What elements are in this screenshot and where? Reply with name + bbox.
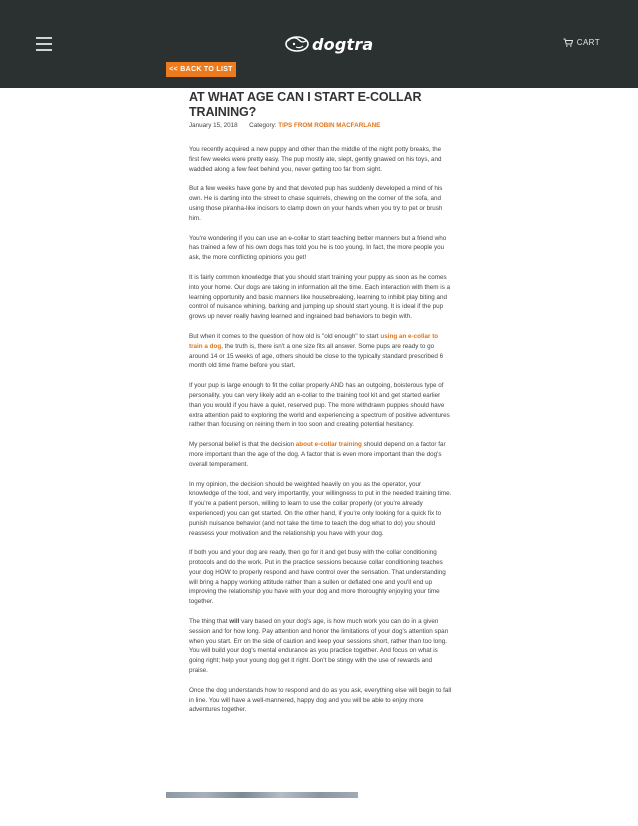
paragraph: You recently acquired a new puppy and other than the middle of the night potty breaks, the first few weeks were pretty easy. The pup mostly ate, slept, gently gnawed on his toys, and waddled along a few feet behind you, never getting too far from sight.	[189, 146, 442, 173]
paragraph: In my opinion, the decision should be weighted heavily on you as the operator, your knowledge of the tool, and very importantly, your willingness to put in the needed training time. If you're a patient person, willing to learn to use the collar properly (or you're already experienced) you can get started. On the other hand, if you're only looking for a quick fix to punish nuisance behavior (and not take the time to teach the dog what to do) you should reassess your motivation and the relationship you have with your dog.	[189, 480, 452, 537]
article-date: January 15, 2018	[189, 122, 238, 129]
top-navigation-bar	[0, 0, 638, 88]
dogtra-logo[interactable]	[284, 32, 373, 56]
article-image-partial	[166, 792, 358, 798]
article-meta	[189, 122, 452, 129]
category-link[interactable]: TIPS FROM ROBIN MACFARLANE	[278, 122, 381, 129]
cart-label: CART	[576, 38, 600, 47]
paragraph-text: But when it comes to the question of how old is "old enough" to start	[189, 332, 381, 340]
e-collar-training-link[interactable]: using an e-collar to train a dog	[189, 332, 439, 350]
article	[189, 90, 452, 725]
cart-button[interactable]	[563, 38, 600, 47]
paragraph: You're wondering if you can use an e-collar to start teaching better manners but a friend who has trained a few of his own dogs has told you he is too young. In fact, the more people you ask, the more conflicting opinions you get!	[189, 234, 447, 262]
paragraph-text: My personal belief is that the decision	[189, 441, 296, 449]
paragraph	[189, 440, 452, 469]
category-prefix: Category:	[249, 122, 277, 129]
paragraph-text: The thing that	[189, 618, 230, 626]
paragraph-text: vary based on your dog's age, is how much work you can do in a given session and for how long. Pay attention and honor the limitations of your dog's attention span when you start. Err on the side of caution and keep your sessions short, rather than too long. You will build your dog's mental endurance as you practice together. And focus on what is going right; help your young dog get it right. Don't be stingy with the use of rewards and praise.	[189, 618, 449, 675]
article-title: AT WHAT AGE CAN I START E-COLLAR TRAINING?	[189, 90, 422, 119]
paragraph: If your pup is large enough to fit the collar properly AND has an outgoing, boisterous type of personality, you can very likely add an e-collar to the training tool kit and get started earlier than you would if you have a quiet, reserved pup. The more withdrawn puppies should have extra attention paid to exploring the world and experiencing a spectrum of positive adventures rather than focusing on reining them in too soon and creating potential hesitancy.	[189, 382, 450, 429]
menu-icon[interactable]	[36, 37, 52, 51]
paragraph: But a few weeks have gone by and that devoted pup has suddenly developed a mind of his own. He is darting into the street to chase squirrels, chewing on the corner of the sofa, and using those piranha-like incisors to clamp down on your hands when you try to pet or brush him.	[189, 185, 443, 222]
cart-icon	[563, 38, 573, 47]
paragraph	[189, 617, 452, 676]
paragraph-text: , the truth is, there isn't a one size fits all answer. Some pups are ready to go around 14 or 15 weeks of age, others should be close to the typically standard prescribed 6 month old time frame before you start.	[189, 342, 444, 370]
emphasis-text: will	[229, 618, 240, 626]
back-to-list-button[interactable]: << BACK TO LIST	[166, 62, 236, 77]
dog-head-logo-icon	[284, 35, 310, 53]
paragraph: If both you and your dog are ready, then go for it and get busy with the collar conditioning protocols and do the work. Put in the practice sessions because collar conditioning teaches your dog HOW to properly respond and have control over the sensation. That understanding will bring a happy working attitude rather than a sullen or deflated one and you'll end up improving the relationship you have with your dog and more thoroughly enjoying your time together.	[189, 549, 446, 606]
paragraph: It is fairly common knowledge that you should start training your puppy as soon as he comes into your home. Our dogs are taking in information all the time. Each interaction with them is a learning opportunity and basic manners like housebreaking, learning to inhibit play biting and control of nuisance whining, barking and jumping up should start young. It is ideal if the pup grows up never really having learned and ingrained bad behaviors to begin with.	[189, 273, 451, 321]
paragraph-text: should depend on a factor far more important than the age of the dog. A factor that is even more important than the dog's overall temperament.	[189, 441, 446, 468]
brand-name: dogtra	[312, 34, 374, 54]
paragraph: Once the dog understands how to respond and do as you ask, everything else will begin to fall in line. You will have a well-mannered, happy dog and you will be able to enjoy more adventures together.	[189, 686, 452, 714]
paragraph	[189, 332, 452, 371]
about-e-collar-training-link[interactable]: about e-collar training	[295, 441, 362, 449]
